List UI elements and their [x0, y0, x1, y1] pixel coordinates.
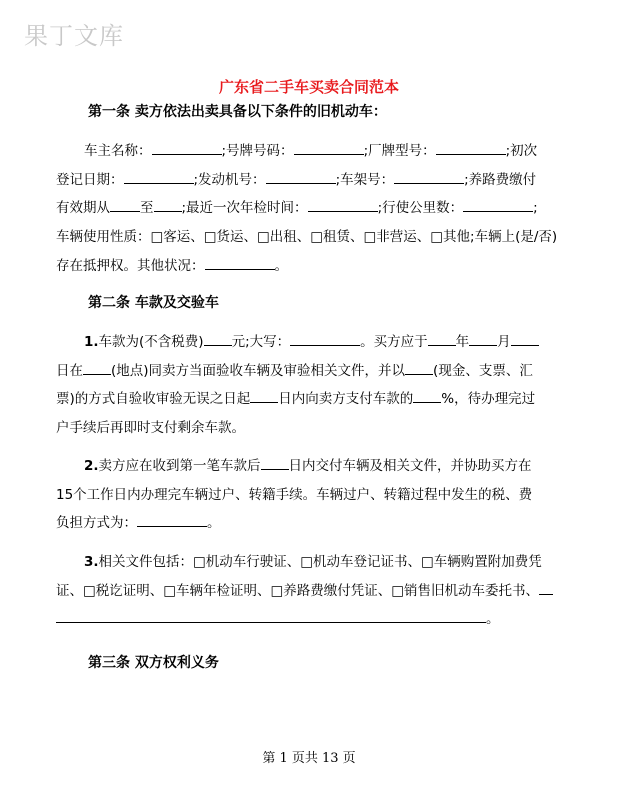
section3-heading: 第三条 双方权利义务	[88, 655, 219, 671]
vehicle-line-3: 有效期从 至 ;最近一次年检时间： ;行使公里数： ;	[56, 200, 538, 217]
mileage-blank	[463, 198, 533, 212]
plate-number-blank	[294, 141, 364, 155]
section1-body	[56, 137, 566, 281]
section2-para3: 3.相关文件包括：□机动车行驶证、□机动车登记证书、□车辆购置附加费凭 证、□税讫证明、□车辆年检证明、□养路费缴付凭证、□销售旧机动车委托书、 。	[56, 548, 566, 634]
section1-heading: 第一条 卖方依法出卖具备以下条件的旧机动车：	[88, 104, 387, 120]
vehicle-line-4: 车辆使用性质：□客运、□货运、□出租、□租赁、□非营运、□其他;车辆上(是/否)	[56, 229, 558, 246]
model-blank	[436, 141, 506, 155]
register-date-blank	[124, 170, 194, 184]
section2-heading: 第二条 车款及交验车	[88, 295, 219, 311]
section2-para2: 2.卖方应在收到第一笔车款后 日内交付车辆及相关文件，并协助买方在 15个工作日内办理完车辆过户、转籍手续。车辆过户、转籍过程中发生的税、费 负担方式为： 。	[56, 458, 533, 532]
page-footer: 第 1 页共 13 页	[262, 751, 356, 766]
section2-para1: 1.车款为(不含税费) 元;大写： 。买方应于 年 月 日在 (地点)同卖方当面验收车辆及审验相关文件，并以 (现金、支票、汇 票)的方式自验收审验无误之日起 日内向卖方支付车款的 %，待办理完过 户手续后再即时支付剩余车款。	[56, 328, 566, 443]
vehicle-line-2: 登记日期： ;发动机号： ;车架号： ;养路费缴付	[56, 171, 537, 188]
document-title: 广东省二手车买卖合同范本	[218, 78, 399, 96]
vehicle-line-1: 车主名称： ;号牌号码： ;厂牌型号： ;初次	[84, 143, 538, 159]
documents-other-blank	[56, 609, 486, 623]
owner-name-blank	[152, 141, 222, 155]
watermark-logo: 果丁文库	[24, 22, 124, 50]
other-status-blank	[205, 256, 275, 270]
engine-number-blank	[266, 170, 336, 184]
inspection-date-blank	[308, 198, 378, 212]
vehicle-line-5: 存在抵押权。其他状况： 。	[56, 257, 288, 274]
frame-number-blank	[394, 170, 464, 184]
